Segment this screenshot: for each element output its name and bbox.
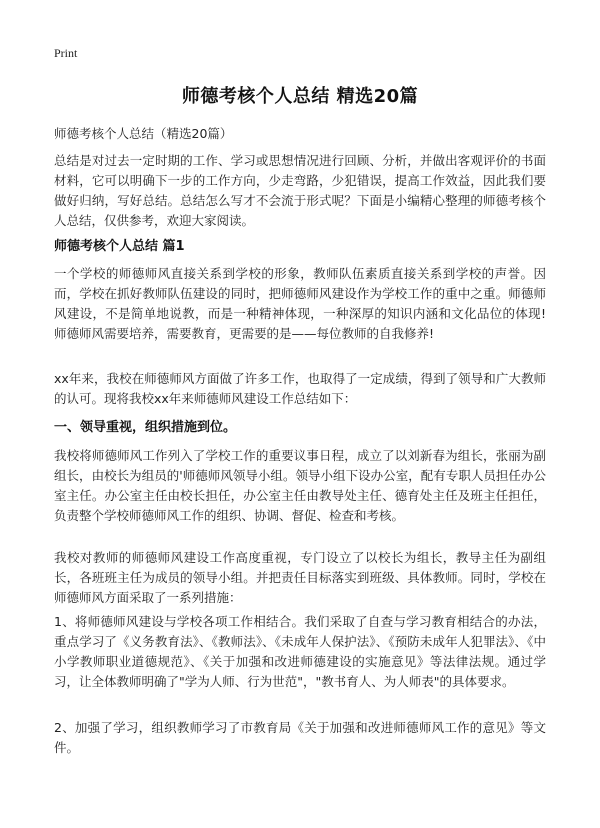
subtitle: 师德考核个人总结（精选20篇） [54, 126, 233, 141]
paragraph-5: 1、将师德师风建设与学校各项工作相结合。我们采取了自查与学习教育相结合的办法，重点学习了《义务教育法》、《教师法》、《未成年人保护法》、《预防未成年人犯罪法》、《中小学教师职业道德规范》、《关于加强和改进师德建设的实施意见》等法律法规。通过学习，让全体教师明确了"学为人师、行为世范"，"教书育人、为人师表"的具体要求。 [54, 614, 546, 689]
subheading-1: 一、领导重视，组织措施到位。 [54, 420, 237, 435]
paragraph-2: xx年来，我校在师德师风方面做了许多工作，也取得了一定成绩，得到了领导和广大教师的认可。现将我校xx年来师德师风建设工作总结如下： [54, 371, 546, 406]
paragraph-1: 一个学校的师德师风直接关系到学校的形象，教师队伍素质直接关系到学校的声誉。因而，学校在抓好教师队伍建设的同时，把师德师风建设作为学校工作的重中之重。师德师风建设，不是简单地说教，而是一种精神体现，一种深厚的知识内涵和文化品位的体现!师德师风需要培养，需要教育，更需要的是——每位教师的自我修养! [54, 266, 546, 341]
paragraph-6: 2、加强了学习，组织教师学习了市教育局《关于加强和改进师德师风工作的意见》等文件。 [54, 720, 546, 755]
page-title: 师德考核个人总结 精选20篇 [181, 86, 419, 107]
paragraph-3: 我校将师德师风工作列入了学校工作的重要议事日程，成立了以刘新春为组长，张丽为副组长，由校长为组员的'师德师风领导小组。领导小组下设办公室，配有专职人员担任办公室主任。办公室主任由校长担任，办公室主任由教导处主任、德育处主任及班主任担任，负责整个学校师德师风工作的组织、协调、督促、检查和考核。 [54, 448, 546, 523]
paragraph-4: 我校对教师的师德师风建设工作高度重视，专门设立了以校长为组长，教导主任为副组长，各班班主任为成员的领导小组。并把责任目标落实到班级、具体教师。同时，学校在师德师风方面采取了一系列措施： [54, 550, 546, 605]
section-heading: 师德考核个人总结 篇1 [54, 239, 185, 254]
print-label[interactable]: Print [54, 46, 78, 60]
intro-paragraph: 总结是对过去一定时期的工作、学习或思想情况进行回顾、分析，并做出客观评价的书面材料，它可以明确下一步的工作方向，少走弯路，少犯错误，提高工作效益，因此我们要做好归纳，写好总结。总结怎么写才不会流于形式呢？下面是小编精心整理的师德考核个人总结，仅供参考，欢迎大家阅读。 [54, 153, 546, 228]
